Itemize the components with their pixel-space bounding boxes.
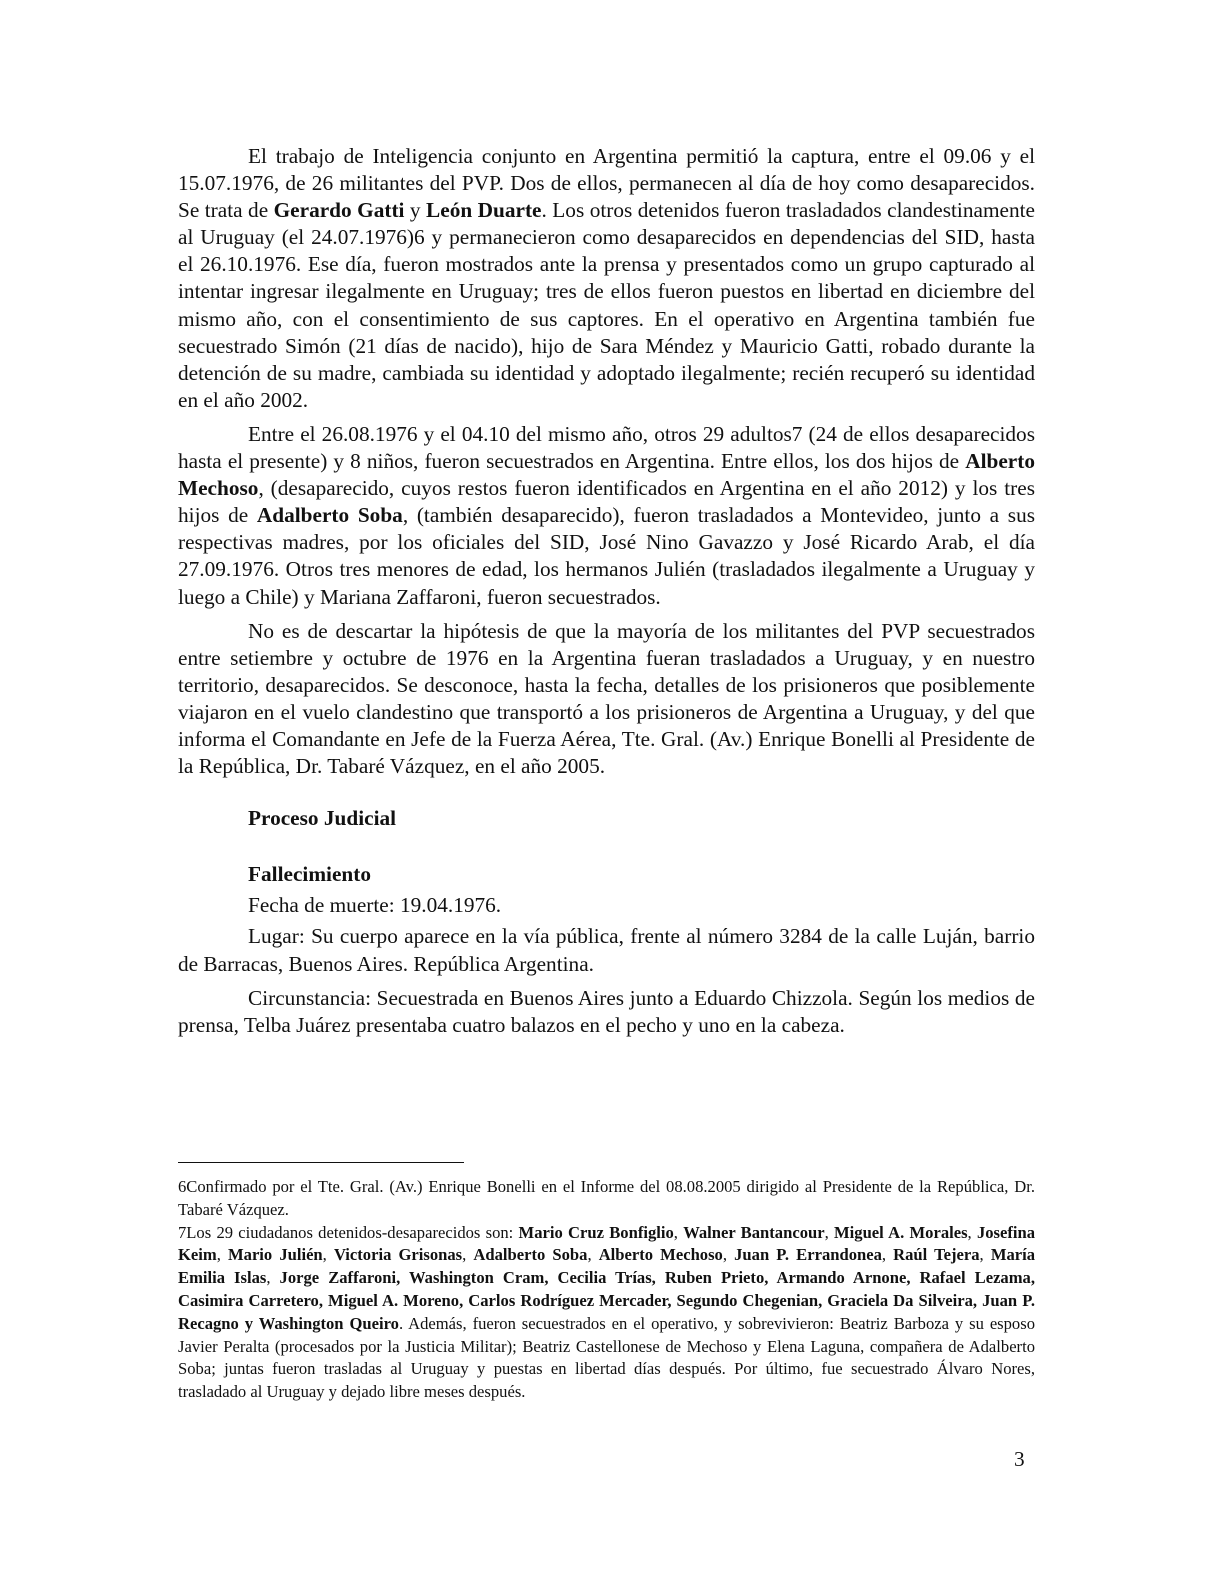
text-run: y bbox=[404, 198, 427, 223]
footnote-name: Adalberto Soba bbox=[473, 1245, 588, 1265]
footnote-name: Victoria Grisonas bbox=[333, 1245, 463, 1265]
footnote-separator-text: , bbox=[587, 1245, 599, 1265]
footnote-name: María Emilia Islas bbox=[178, 1245, 1036, 1288]
main-text bbox=[178, 143, 1035, 1046]
footnote-separator-text: , bbox=[979, 1245, 991, 1265]
bold-name: Gerardo Gatti bbox=[273, 198, 405, 223]
page-number: 3 bbox=[1014, 1447, 1025, 1471]
footnote-separator-text: , bbox=[722, 1245, 735, 1265]
paragraph-1 bbox=[178, 143, 1035, 414]
footnote-separator-text: , bbox=[881, 1245, 894, 1265]
text-run: Entre el 26.08.1976 y el 04.10 del mismo año, otros 29 adultos7 (24 de ellos desaparecidos hasta el presente) y 8 niños, fueron secuestrados en Argentina. Entre ellos, los dos hijos de bbox=[178, 421, 1035, 474]
footnote-name: Mario Cruz Bonfiglio bbox=[518, 1222, 674, 1242]
footnote-name: Walner Bantancour bbox=[683, 1222, 825, 1242]
paragraph-3: No es de descartar la hipótesis de que la mayoría de los militantes del PVP secuestrados entre setiembre y octubre de 1976 en la Argentina fueran trasladados a Uruguay, y en nuestro territorio, desaparecidos. Se desconoce, hasta la fecha, detalles de los prisioneros que posiblemente viajaron en el vuelo clandestino que transportó a los prisioneros de Argentina a Uruguay, y del que informa el Comandante en Jefe de la Fuerza Aérea, Tte. Gral. (Av.) Enrique Bonelli al Presidente de la República, Dr. Tabaré Vázquez, en el año 2005. bbox=[178, 618, 1035, 779]
footnote-separator-text: , bbox=[824, 1222, 834, 1242]
text-run: El trabajo de Inteligencia conjunto en Argentina permitió la captura, entre el 09.06 y el 15.07.1976, de 26 militantes del PVP. Dos de ellos, permanecen al día de hoy como desaparecidos. Se trata de bbox=[178, 144, 1035, 223]
footnote-6: 6Confirmado por el Tte. Gral. (Av.) Enrique Bonelli en el Informe del 08.08.2005 dirigido al Presidente de la República, Dr. Tabaré Vázquez. bbox=[178, 1177, 1035, 1219]
footnote-separator-text: , bbox=[322, 1245, 334, 1265]
footnote-name: Josefina Keim bbox=[178, 1222, 1036, 1265]
footnotes bbox=[178, 1176, 1035, 1404]
bold-name: Adalberto Soba bbox=[256, 503, 403, 528]
footnote-name: Miguel A. Morales bbox=[834, 1222, 968, 1242]
footnote-tail: . Además, fueron secuestrados en el operativo, y sobrevivieron: Beatriz Barboza y su esposo Javier Peralta (procesados por la Justicia Militar); Beatriz Castellonese de Mechoso y Elena Laguna, compañera de Adalberto Soba; juntas fueron trasladas al Uruguay y puestas en libertad días después. Por último, fue secuestrado Álvaro Nores, trasladado al Uruguay y dejado libre meses después. bbox=[178, 1313, 1035, 1402]
lugar: Lugar: Su cuerpo aparece en la vía pública, frente al número 3284 de la calle Luján, barrio de Barracas, Buenos Aires. República Argentina. bbox=[178, 924, 1035, 976]
text-run: . Los otros detenidos fueron trasladados clandestinamente al Uruguay (el 24.07.1976)6 y permanecieron como desaparecidos en dependencias del SID, hasta el 26.10.1976. Ese día, fueron mostrados ante la prensa y presentados como un grupo capturado al intentar ingresar ilegalmente en Uruguay; tres de ellos fueron puestos en libertad en diciembre del mismo año, con el consentimiento de sus captores. En el operativo en Argentina también fue secuestrado Simón (21 días de nacido), hijo de Sara Méndez y Mauricio Gatti, robado durante la detención de su madre, cambiada su identidad y adoptado ilegalmente; recién recuperó su identidad en el año 2002. bbox=[178, 198, 1035, 412]
text-run: , (desaparecido, cuyos restos fueron identificados en Argentina en el año 2012) y los tres hijos de bbox=[178, 476, 1035, 528]
footnote-name: Juan P. Errandonea bbox=[734, 1245, 882, 1265]
heading-fallecimiento: Fallecimiento bbox=[248, 862, 372, 887]
footnote-name: Mario Julién bbox=[227, 1245, 323, 1265]
footnote-7 bbox=[178, 1222, 1035, 1404]
footnote-intro: 7Los 29 ciudadanos detenidos-desaparecidos son: bbox=[178, 1222, 519, 1242]
footnote-separator-text: , bbox=[673, 1222, 684, 1242]
footnote-separator-text: , bbox=[216, 1245, 228, 1265]
footnote-separator-text: , bbox=[266, 1268, 280, 1288]
bold-name: León Duarte bbox=[426, 198, 542, 223]
footnote-name: Jorge Zaffaroni, Washington Cram, Cecilia Trías, Ruben Prieto, Armando Arnone, Rafael Lezama, Casimira Carretero, Miguel A. Moreno, Carlos Rodríguez Mercader, Segundo Chegenian, Graciela Da Silveira, Juan P. Recagno y Washington Queiro bbox=[178, 1268, 1035, 1333]
footnote-name: Alberto Mechoso bbox=[598, 1245, 723, 1265]
footnote-separator bbox=[178, 1162, 464, 1163]
heading-proceso-judicial: Proceso Judicial bbox=[248, 806, 397, 831]
text-run: , (también desaparecido), fueron trasladados a Montevideo, junto a sus respectivas madres, por los oficiales del SID, José Nino Gavazzo y José Ricardo Arab, el día 27.09.1976. Otros tres menores de edad, los hermanos Julién (trasladados ilegalmente a Uruguay y luego a Chile) y Mariana Zaffaroni, fueron secuestrados. bbox=[178, 503, 1036, 609]
footnote-separator-text: , bbox=[967, 1222, 977, 1242]
footnote-name: Raúl Tejera bbox=[893, 1245, 980, 1265]
circunstancia: Circunstancia: Secuestrada en Buenos Aires junto a Eduardo Chizzola. Según los medios de prensa, Telba Juárez presentaba cuatro balazos en el pecho y uno en la cabeza. bbox=[178, 985, 1035, 1037]
paragraph-2 bbox=[178, 421, 1035, 611]
bold-name: Alberto Mechoso bbox=[178, 449, 1035, 501]
fecha-de-muerte: Fecha de muerte: 19.04.1976. bbox=[248, 893, 502, 918]
footnote-separator-text: , bbox=[462, 1245, 474, 1265]
